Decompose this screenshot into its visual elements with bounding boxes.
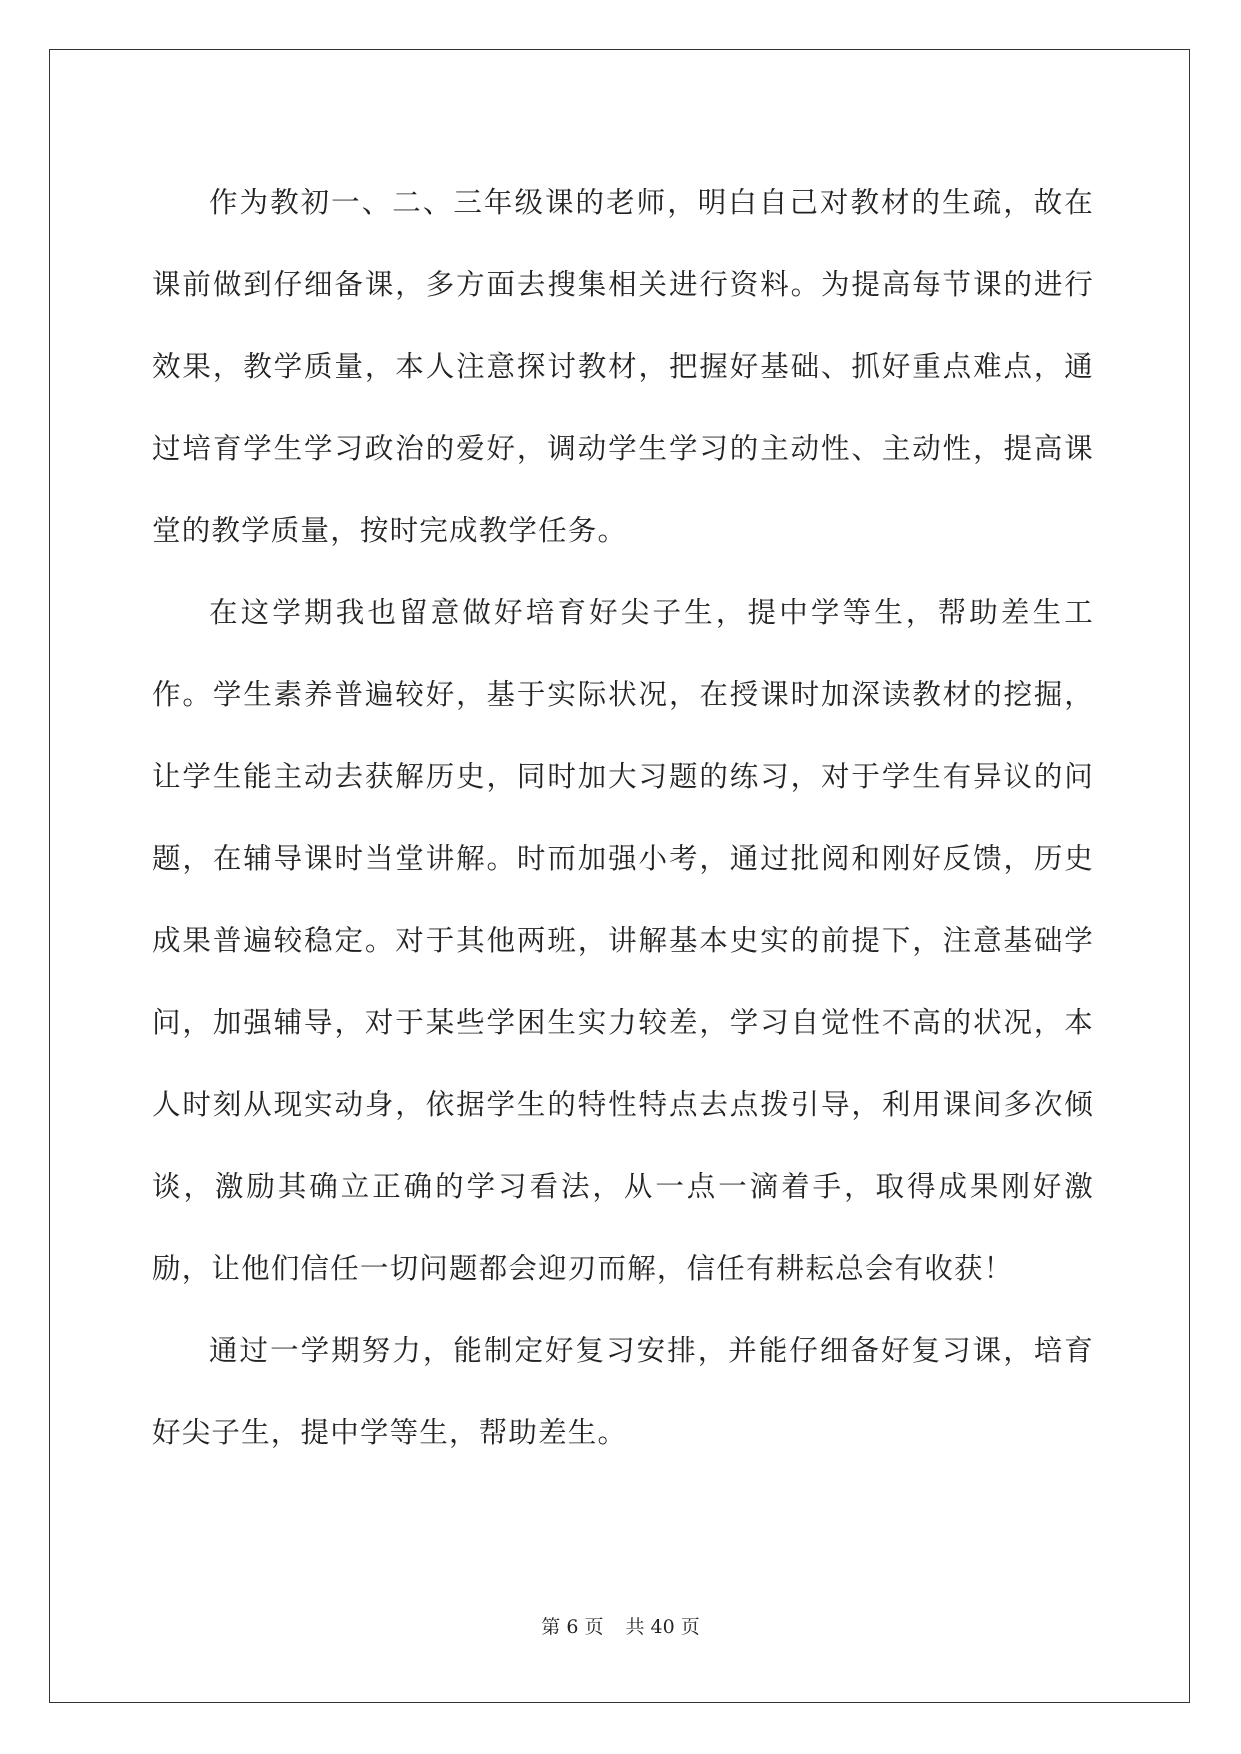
paragraph-2: 在这学期我也留意做好培育好尖子生，提中学等生，帮助差生工作。学生素养普遍较好，基于实际状况，在授课时加深读教材的挖掘，让学生能主动去获解历史，同时加大习题的练习，对于学生有异议的问题，在辅导课时当堂讲解。时而加强小考，通过批阅和刚好反馈，历史成果普遍较稳定。对于其他两班，讲解基本史实的前提下，注意基础学问，加强辅导，对于某些学困生实力较差，学习自觉性不高的状况，本人时刻从现实动身，依据学生的特性特点去点拨引导，利用课间多次倾谈，激励其确立正确的学习看法，从一点一滴着手，取得成果刚好激励，让他们信任一切问题都会迎刃而解，信任有耕耘总会有收获！	[152, 596, 1094, 1285]
page-footer	[0, 1612, 1241, 1639]
current-page-label: 第 6 页	[541, 1616, 604, 1638]
paragraph-1: 作为教初一、二、三年级课的老师，明白自己对教材的生疏，故在课前做到仔细备课，多方面去搜集相关进行资料。为提高每节课的进行效果，教学质量，本人注意探讨教材，把握好基础、抓好重点难点，通过培育学生学习政治的爱好，调动学生学习的主动性、主动性，提高课堂的教学质量，按时完成教学任务。	[152, 186, 1094, 547]
total-pages-label: 共 40 页	[625, 1616, 700, 1638]
document-body	[152, 162, 1094, 1474]
paragraph-3: 通过一学期努力，能制定好复习安排，并能仔细备好复习课，培育好尖子生，提中学等生，帮助差生。	[152, 1334, 1094, 1449]
